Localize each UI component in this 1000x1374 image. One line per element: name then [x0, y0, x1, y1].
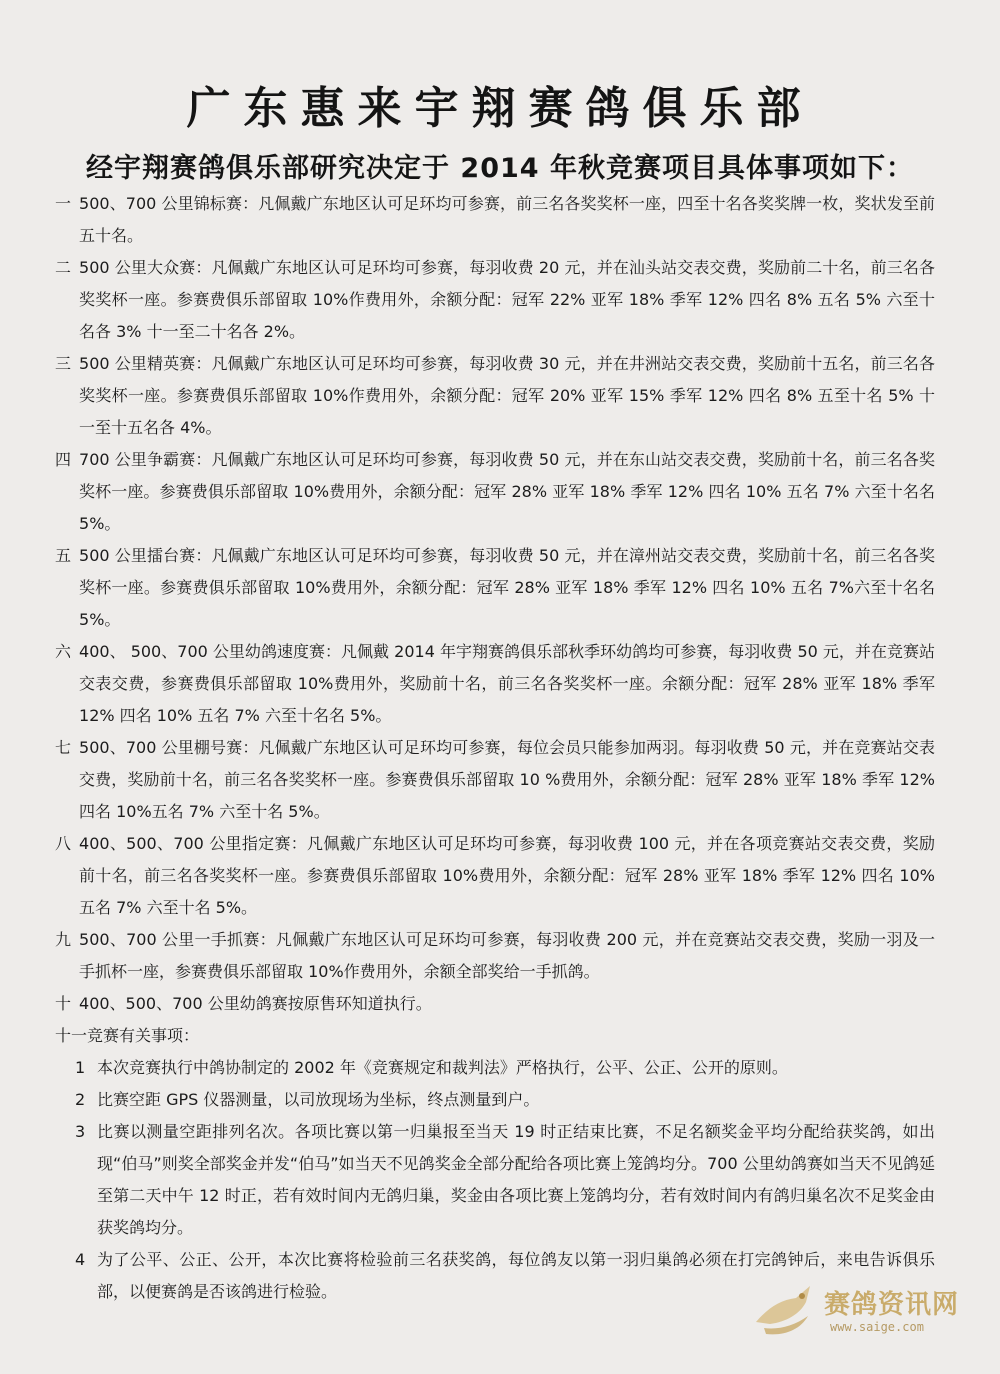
item-number: 二	[55, 258, 72, 277]
list-item	[55, 924, 935, 988]
item-number: 五	[55, 546, 72, 565]
item-number: 九	[55, 930, 72, 949]
list-item	[55, 732, 935, 828]
document-subtitle: 经宇翔赛鸽俱乐部研究决定于 2014 年秋竞赛项目具体事项如下：	[86, 153, 914, 184]
watermark-name: 赛鸽资讯网	[824, 1290, 960, 1320]
item-text: 500 公里擂台赛：凡佩戴广东地区认可足环均可参赛，每羽收费 50 元，并在漳州站交表交费，奖励前十名，前三名各奖奖杯一座。参赛费俱乐部留取 10%费用外，余额分配：冠军 28% 亚军 18% 季军 12% 四名 10% 五名 7%六至十名名 5%。	[79, 546, 935, 629]
document-body	[55, 188, 935, 1308]
item-number: 一	[55, 194, 72, 213]
item-number: 三	[55, 354, 72, 373]
item-number: 七	[55, 738, 72, 757]
pigeon-logo-icon	[750, 1278, 820, 1342]
sub-item	[55, 1084, 935, 1116]
list-item	[55, 828, 935, 924]
list-item	[55, 636, 935, 732]
item-text: 500 公里大众赛：凡佩戴广东地区认可足环均可参赛，每羽收费 20 元，并在汕头站交表交费，奖励前二十名，前三名各奖奖杯一座。参赛费俱乐部留取 10%作费用外，余额分配：冠军 22% 亚军 18% 季军 12% 四名 8% 五名 5% 六至十名各 3% 十一至二十名各 2%。	[79, 258, 935, 341]
document-title: 广东惠来宇翔赛鸽俱乐部	[186, 83, 814, 134]
item-number: 八	[55, 834, 72, 853]
item-text: 400、500、700 公里幼鸽赛按原售环知道执行。	[79, 994, 432, 1013]
item-text: 400、 500、700 公里幼鸽速度赛：凡佩戴 2014 年宇翔赛鸽俱乐部秋季环幼鸽均可参赛，每羽收费 50 元，并在竞赛站交表交费，参赛费俱乐部留取 10%费用外，奖励前十名，前三名各奖奖杯一座。余额分配：冠军 28% 亚军 18% 季军 12% 四名 10% 五名 7% 六至十名名 5%。	[79, 642, 935, 725]
sub-item-number: 1	[75, 1058, 86, 1077]
list-item	[55, 540, 935, 636]
sub-item-number: 4	[75, 1250, 86, 1269]
list-item	[55, 252, 935, 348]
list-item	[55, 188, 935, 252]
sub-item-number: 3	[75, 1122, 86, 1141]
item-text: 500 公里精英赛：凡佩戴广东地区认可足环均可参赛，每羽收费 30 元，并在井洲站交表交费，奖励前十五名，前三名各奖奖杯一座。参赛费俱乐部留取 10%作费用外，余额分配：冠军 20% 亚军 15% 季军 12% 四名 8% 五至十名 5% 十一至十五名各 4%。	[79, 354, 935, 437]
sub-item	[55, 1052, 935, 1084]
item-number: 四	[55, 450, 72, 469]
sub-item-text: 本次竞赛执行中鸽协制定的 2002 年《竞赛规定和裁判法》严格执行，公平、公正、公开的原则。	[97, 1058, 788, 1077]
list-item	[55, 988, 935, 1020]
item-text: 500、700 公里锦标赛：凡佩戴广东地区认可足环均可参赛，前三名各奖奖杯一座，四至十名各奖奖牌一枚，奖状发至前五十名。	[79, 194, 935, 245]
sub-item-text: 比赛以测量空距排列名次。各项比赛以第一归巢报至当天 19 时正结束比赛，不足名额奖金平均分配给获奖鸽，如出现“伯马”则奖全部奖金并发“伯马”如当天不见鸽奖金全部分配给各项比赛上笼鸽均分。700 公里幼鸽赛如当天不见鸽延至第二天中午 12 时正，若有效时间内无鸽归巢，奖金由各项比赛上笼鸽均分，若有效时间内有鸽归巢名次不足奖金由获奖鸽均分。	[97, 1122, 935, 1237]
item-number: 六	[55, 642, 72, 661]
item-text: 500、700 公里一手抓赛：凡佩戴广东地区认可足环均可参赛，每羽收费 200 元，并在竞赛站交表交费，奖励一羽及一手抓杯一座，参赛费俱乐部留取 10%作费用外，余额全部奖给一手抓鸽。	[79, 930, 935, 981]
watermark-url: www.saige.com	[830, 1320, 924, 1334]
section-heading: 十一竞赛有关事项：	[55, 1026, 200, 1045]
item-number: 十	[55, 994, 72, 1013]
item-text: 400、500、700 公里指定赛：凡佩戴广东地区认可足环均可参赛，每羽收费 100 元，并在各项竞赛站交表交费，奖励前十名，前三名各奖奖杯一座。参赛费俱乐部留取 10%费用外，余额分配：冠军 28% 亚军 18% 季军 12% 四名 10%五名 7% 六至十名 5%。	[79, 834, 935, 917]
sub-item-text: 为了公平、公正、公开，本次比赛将检验前三名获奖鸽，每位鸽友以第一羽归巢鸽必须在打完鸽钟后，来电告诉俱乐部，以便赛鸽是否该鸽进行检验。	[97, 1250, 935, 1301]
site-watermark	[750, 1274, 960, 1350]
list-item	[55, 348, 935, 444]
item-text: 700 公里争霸赛：凡佩戴广东地区认可足环均可参赛，每羽收费 50 元，并在东山站交表交费，奖励前十名，前三名各奖奖杯一座。参赛费俱乐部留取 10%费用外，余额分配：冠军 28% 亚军 18% 季军 12% 四名 10% 五名 7% 六至十名名 5%。	[79, 450, 935, 533]
sub-item-text: 比赛空距 GPS 仪器测量，以司放现场为坐标，终点测量到户。	[97, 1090, 540, 1109]
sub-item	[55, 1116, 935, 1244]
list-item	[55, 444, 935, 540]
item-text: 500、700 公里棚号赛：凡佩戴广东地区认可足环均可参赛，每位会员只能参加两羽。每羽收费 50 元，并在竞赛站交表交费，奖励前十名，前三名各奖奖杯一座。参赛费俱乐部留取 10 %费用外，余额分配：冠军 28% 亚军 18% 季军 12% 四名 10%五名 7% 六至十名 5%。	[79, 738, 935, 821]
sub-item-number: 2	[75, 1090, 86, 1109]
